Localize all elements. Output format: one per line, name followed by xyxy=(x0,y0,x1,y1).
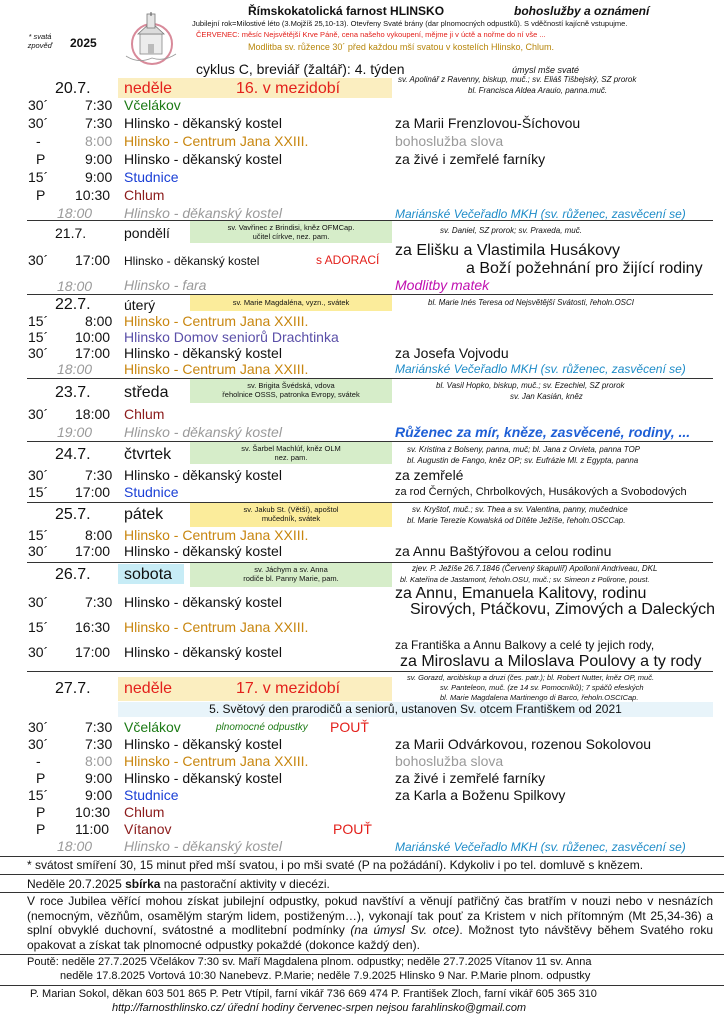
event-place: Hlinsko - děkanský kostel xyxy=(124,838,282,854)
jubilee-text: (na úmysl Sv. otce) xyxy=(350,923,460,937)
divider xyxy=(0,954,724,955)
event-place: Hlinsko - Centrum Jana XXIII. xyxy=(124,361,309,377)
day-name: úterý xyxy=(124,297,156,313)
mass-place: Hlinsko - Centrum Jana XXIII. xyxy=(124,619,309,635)
mass-place: Hlinsko - děkanský kostel xyxy=(124,345,282,361)
divider xyxy=(0,892,724,893)
mass-intention: a Boží požehnání pro žijící rodiny xyxy=(466,260,703,277)
collection-purpose: na pastorační aktivity v diecézi. xyxy=(160,877,330,891)
mass-intention: za Františka a Annu Balkovy a celé ty jejich rody, xyxy=(395,638,655,652)
event-title: Mariánské Večeřadlo MKH (sv. růženec, zasvěcení se) xyxy=(395,362,686,376)
mass-place: Chlum xyxy=(124,804,165,820)
pilgrimage-line: neděle 17.8.2025 Vortová 10:30 Nanebevz. P.Marie; neděle 7.9.2025 Hlinsko 9 Nar. P.Marie plnom. odpustky xyxy=(60,970,591,982)
saints-line: bl. Marie Inés Teresa od Nejsvětější Svátosti, řeholn.OSCI xyxy=(428,298,635,307)
mass-intention: za Josefa Vojvodu xyxy=(395,345,509,361)
confession-note: * svatá zpověď xyxy=(27,32,53,50)
saint-feast-line: sv. Brigita Švédská, vdova xyxy=(247,381,335,390)
mass-intention: za živé i zemřelé farníky xyxy=(395,770,546,786)
mass-place: Hlinsko - děkanský kostel xyxy=(124,770,282,786)
divider xyxy=(0,874,724,875)
saint-feast-line: sv. Šarbel Machlúf, kněz OLM xyxy=(241,444,341,453)
parish-title: Římskokatolická farnost HLINSKO xyxy=(248,4,445,18)
feast-name: 16. v mezidobí xyxy=(236,80,341,97)
event-title: Růženec za mír, kněze, zasvěcené, rodiny, ... xyxy=(395,424,691,440)
saints-line: sv. Kryštof, muč.; sv. Thea a sv. Valentina, panny, mučednice xyxy=(412,505,628,514)
mass-intention: Sirových, Ptáčkovu, Zimových a Daleckých xyxy=(410,601,715,618)
confession-time: 30´ xyxy=(28,467,49,483)
mass-place: Hlinsko - děkanský kostel xyxy=(124,467,282,483)
date-24-7: 24.7. xyxy=(55,446,91,463)
date-20-7: 20.7. xyxy=(55,80,91,97)
rosary-note: Modlitba sv. růžence 30´ před každou mší svatou v kostelích Hlinsko, Chlum. xyxy=(248,42,554,52)
saint-feast-line: sv. Jakub St. (Větší), apoštol xyxy=(243,505,339,514)
confession-time: 30´ xyxy=(28,594,49,610)
pilgrimage-line: Poutě: neděle 27.7.2025 Včelákov 7:30 sv. Maří Magdalena plnom. odpustky; neděle 27.7.2025 Vítanov 11 sv. Anna xyxy=(27,956,592,968)
day-name: středa xyxy=(124,384,169,401)
mass-intention: za živé i zemřelé farníky xyxy=(395,151,546,167)
confession-time: 15´ xyxy=(28,169,49,185)
mass-intention: za Annu Baštýřovou a celou rodinu xyxy=(395,543,612,559)
date-21-7: 21.7. xyxy=(55,225,87,241)
saint-feast-box xyxy=(190,503,392,527)
saints-line: bl. Vasil Hopko, biskup, muč.; sv. Ezechiel, SZ prorok xyxy=(436,381,625,390)
confession-time: 15´ xyxy=(28,329,49,345)
mass-intention: za Karla a Boženu Spilkovy xyxy=(395,787,566,803)
cervenec-line: ČERVENEC: měsíc Nejsvětější Krve Páně, cena našeho vykoupení, mějme ji v úctě a nořme do ní vše ... xyxy=(196,30,546,39)
confession-time: - xyxy=(36,133,41,149)
mass-intention: bohoslužba slova xyxy=(395,133,504,149)
parish-subtitle: bohoslužby a oznámení xyxy=(514,4,650,18)
saint-feast-line: řeholnice OSSS, patronka Evropy, svátek xyxy=(222,390,360,399)
mass-intention: za zemřelé xyxy=(395,467,464,483)
mass-time: 17:00 xyxy=(75,543,111,559)
confession-time: 15´ xyxy=(28,484,49,500)
mass-intention: za Elišku a Vlastimila Husákovy xyxy=(395,242,620,259)
mass-time: 18:00 xyxy=(75,406,111,422)
mass-time: 8:00 xyxy=(85,527,113,543)
indulgence-note: plnomocné odpustky xyxy=(216,722,308,733)
mass-place: Hlinsko - Centrum Jana XXIII. xyxy=(124,753,309,769)
mass-time: 10:00 xyxy=(75,329,111,345)
mass-time: 8:00 xyxy=(85,313,113,329)
saint-feast-line: mučedník, svátek xyxy=(261,514,321,523)
event-time: 19:00 xyxy=(57,424,93,440)
event-time: 18:00 xyxy=(57,278,93,294)
cycle-label: cyklus C, breviář (žaltář): 4. týden xyxy=(196,61,405,77)
event-time: 18:00 xyxy=(57,838,93,854)
mass-time: 11:00 xyxy=(75,821,109,837)
confession-time: 15´ xyxy=(28,787,49,803)
mass-time: 7:30 xyxy=(85,719,113,735)
saints-line: sv. Apolinář z Ravenny, biskup, muč.; sv. Eliáš Tišbejský, SZ prorok xyxy=(398,75,637,84)
event-place: Hlinsko - děkanský kostel xyxy=(124,424,282,440)
jubilee-line: Jubilejní rok=Milostivé léto (3.Mojžíš 25,10-13). Otevřeny Svaté brány (dar plnomocných odpustků). S vděčností kajícně vstupujme. xyxy=(192,19,628,28)
confession-time: 30´ xyxy=(28,115,49,131)
jubilee-paragraph xyxy=(27,894,713,952)
day-name: sobota xyxy=(124,566,173,583)
mass-time: 17:00 xyxy=(75,484,111,500)
saint-feast-line: učitel církve, nez. pam. xyxy=(252,232,330,241)
saints-line: sv. Jan Kasián, kněz xyxy=(510,392,583,401)
mass-time: 8:00 xyxy=(85,753,113,769)
mass-intention: bohoslužba slova xyxy=(395,753,504,769)
mass-place: Hlinsko - děkanský kostel xyxy=(124,594,282,610)
confession-time: 30´ xyxy=(28,252,49,268)
saints-line: sv. Panteleon, muč. (ze 14 sv. Pomocníků); 7 spáčů efeských xyxy=(440,683,644,692)
saint-feast-line: nez. pam. xyxy=(274,453,308,462)
event-place: Hlinsko - děkanský kostel xyxy=(124,205,282,221)
mass-place: Hlinsko - děkanský kostel xyxy=(124,736,282,752)
mass-time: 8:00 xyxy=(85,133,113,149)
mass-place: Vítanov xyxy=(124,821,172,837)
mass-time: 7:30 xyxy=(85,115,113,131)
mass-time: 16:30 xyxy=(75,619,111,635)
confession-time: 15´ xyxy=(28,527,49,543)
mass-time: 9:00 xyxy=(85,169,113,185)
divider xyxy=(27,671,713,672)
saints-line: bl. Augustin de Fango, kněz OP; sv. Eufrázie Ml. z Egypta, panna xyxy=(407,456,639,465)
mass-place: Hlinsko - Centrum Jana XXIII. xyxy=(124,133,309,149)
mass-place: Studnice xyxy=(124,787,179,803)
mass-time: 7:30 xyxy=(85,97,113,113)
mass-place: Hlinsko - děkanský kostel xyxy=(124,644,282,660)
date-25-7: 25.7. xyxy=(55,506,91,523)
mass-time: 17:00 xyxy=(75,345,111,361)
date-26-7: 26.7. xyxy=(55,566,91,583)
day-name: čtvrtek xyxy=(124,446,172,463)
mass-place: Hlinsko Domov seniorů Drachtinka xyxy=(124,329,339,345)
mass-place: Chlum xyxy=(124,187,165,203)
pilgrimage-badge: POUŤ xyxy=(333,821,372,837)
saints-line: sv. Gorazd, arcibiskup a druzi (čes. patr.); bl. Robert Nutter, kněz OP, muč. xyxy=(407,673,655,682)
collection-date: Neděle 20.7.2025 xyxy=(27,877,126,891)
jubilee-text: . Možnost tyto návštěvy během Svatého roku opakovat a získat tak plnomocné odpustky pokaždé (dokonce každý den). xyxy=(27,923,714,952)
saint-feast-line: sv. Vavřinec z Brindisi, kněz OFMCap. xyxy=(227,223,355,232)
mass-place: Hlinsko - děkanský kostel xyxy=(124,254,260,268)
confession-time: - xyxy=(36,753,41,769)
mass-place: Studnice xyxy=(124,484,179,500)
confession-time: 30´ xyxy=(28,736,49,752)
divider xyxy=(0,985,724,986)
web-contacts: http://farnosthlinsko.cz/ úřední hodiny červenec-srpen nejsou farahlinsko@gmail.com xyxy=(112,1002,527,1014)
confession-time: P xyxy=(36,187,46,203)
confession-time: 15´ xyxy=(28,619,49,635)
event-title: Modlitby matek xyxy=(395,277,490,293)
mass-time: 7:30 xyxy=(85,736,113,752)
saint-feast-line: sv. Marie Magdaléna, vyzn., svátek xyxy=(232,298,350,307)
event-title: Mariánské Večeřadlo MKH (sv. růženec, zasvěcení se) xyxy=(395,207,686,221)
saints-line: zjev. P. Ježíše 26.7.1846 (Červený škapulíř) Apollonii Andriveau, DKL xyxy=(412,564,658,573)
saint-feast-box xyxy=(190,379,392,403)
saint-feast-box xyxy=(190,563,392,587)
mass-place: Chlum xyxy=(124,406,165,422)
collection-info xyxy=(27,877,330,891)
day-name: pátek xyxy=(124,506,164,523)
mass-intention: za Marii Frenzlovou-Šíchovou xyxy=(395,115,581,131)
confession-time: P xyxy=(36,770,46,786)
mass-intention: za rod Černých, Chrbolkových, Husákových a Svobodových xyxy=(395,486,687,498)
mass-place: Hlinsko - Centrum Jana XXIII. xyxy=(124,527,309,543)
mass-time: 7:30 xyxy=(85,467,113,483)
saint-feast-box xyxy=(190,221,392,243)
mass-time: 10:30 xyxy=(75,804,111,820)
mass-place: Hlinsko - děkanský kostel xyxy=(124,151,282,167)
mass-time: 10:30 xyxy=(75,187,111,203)
confession-time: 30´ xyxy=(28,406,49,422)
jubilee-text: V roce Jubilea věřící mohou získat jubilejní odpustky, pokud navštíví a věnují patřičný čas bratřím v nouzi nebo v nesnázích (nemocným, vězňům, osamělým starým lidem, postiženým…), vykonají tak pouť za Kristem v nich přítomným (Mt 25,34-36) a splní obvyklé duchovní, svátostné a modlitební podmínky xyxy=(27,894,713,937)
mass-intention: za Miroslavu a Miloslava Poulovy a ty rody xyxy=(400,653,702,670)
mass-place: Včelákov xyxy=(124,97,181,113)
confession-time: 30´ xyxy=(28,345,49,361)
saints-line: sv. Daniel, SZ prorok; sv. Praxeda, muč. xyxy=(440,226,582,235)
confession-time: 30´ xyxy=(28,719,49,735)
seniors-day-banner: 5. Světový den prarodičů a seniorů, ustanoven Sv. otcem Františkem od 2021 xyxy=(118,702,713,717)
church-logo-icon xyxy=(118,12,180,70)
day-name: neděle xyxy=(124,80,173,97)
saint-feast-box xyxy=(190,295,392,311)
confession-time: P xyxy=(36,804,46,820)
divider xyxy=(0,856,724,857)
saints-line: bl. Marie Terezie Kowalská od Dítěte Ježíše, řeholn.OSCCap. xyxy=(407,516,626,525)
saint-feast-box xyxy=(190,442,392,464)
collection-word: sbírka xyxy=(125,877,161,891)
adoration-note: s ADORACÍ xyxy=(316,253,380,267)
confession-time: P xyxy=(36,151,46,167)
pilgrimage-badge: POUŤ xyxy=(330,719,369,735)
mass-time: 9:00 xyxy=(85,151,113,167)
saints-line: bl. Marie Magdalena Martinengo di Barco, řeholn.OSCICap. xyxy=(440,693,639,702)
feast-name: 17. v mezidobí xyxy=(236,680,341,697)
event-title: Mariánské Večeřadlo MKH (sv. růženec, zasvěcení se) xyxy=(395,840,686,854)
date-22-7: 22.7. xyxy=(55,296,91,313)
day-name: pondělí xyxy=(124,225,170,241)
year: 2025 xyxy=(70,36,97,50)
confession-time: 30´ xyxy=(28,644,49,660)
mass-time: 9:00 xyxy=(85,770,113,786)
mass-intention: za Marii Odvárkovou, rozenou Sokolovou xyxy=(395,736,652,752)
confession-time: 15´ xyxy=(28,313,49,329)
saint-feast-line: rodiče bl. Panny Marie, pam. xyxy=(243,574,339,583)
saints-line: bl. Kateřina de Jastamont, řeholn.OSU, muč.; sv. Simeon z Polirone, poust. xyxy=(400,575,650,584)
confession-time: P xyxy=(36,821,46,837)
saints-line: sv. Kristina z Bolseny, panna, muč; bl. Jana z Orvieta, panna TOP xyxy=(407,445,640,454)
confession-info: * svátost smíření 30, 15 minut před mší svatou, i po mši svaté (P na požádání). Kdykoliv i po tel. domluvě s knězem. xyxy=(27,858,644,872)
mass-place: Hlinsko - děkanský kostel xyxy=(124,543,282,559)
mass-place: Studnice xyxy=(124,169,179,185)
event-time: 18:00 xyxy=(57,361,93,377)
day-name: neděle xyxy=(124,680,173,697)
mass-intention: za Annu, Emanuela Kalitovy, rodinu xyxy=(395,585,647,602)
confession-time: 30´ xyxy=(28,543,49,559)
mass-place: Hlinsko - děkanský kostel xyxy=(124,115,282,131)
confession-time: 30´ xyxy=(28,97,49,113)
date-27-7: 27.7. xyxy=(55,680,91,697)
mass-time: 9:00 xyxy=(85,787,113,803)
mass-place: Hlinsko - Centrum Jana XXIII. xyxy=(124,313,309,329)
saints-line: bl. Francisca Aldea Arauio, panna.muč. xyxy=(468,86,608,95)
event-place: Hlinsko - fara xyxy=(124,277,207,293)
event-time: 18:00 xyxy=(57,205,93,221)
date-23-7: 23.7. xyxy=(55,384,91,401)
mass-time: 17:00 xyxy=(75,252,111,268)
clergy-contacts: P. Marian Sokol, děkan 603 501 865 P. Petr Vtípil, farní vikář 736 669 474 P. František Zloch, farní vikář 605 365 310 xyxy=(30,988,597,1000)
mass-intention-label: úmysl mše svaté xyxy=(512,65,580,75)
saint-feast-line: sv. Jáchym a sv. Anna xyxy=(254,565,328,574)
mass-time: 17:00 xyxy=(75,644,111,660)
mass-place: Včelákov xyxy=(124,719,181,735)
mass-time: 7:30 xyxy=(85,594,113,610)
